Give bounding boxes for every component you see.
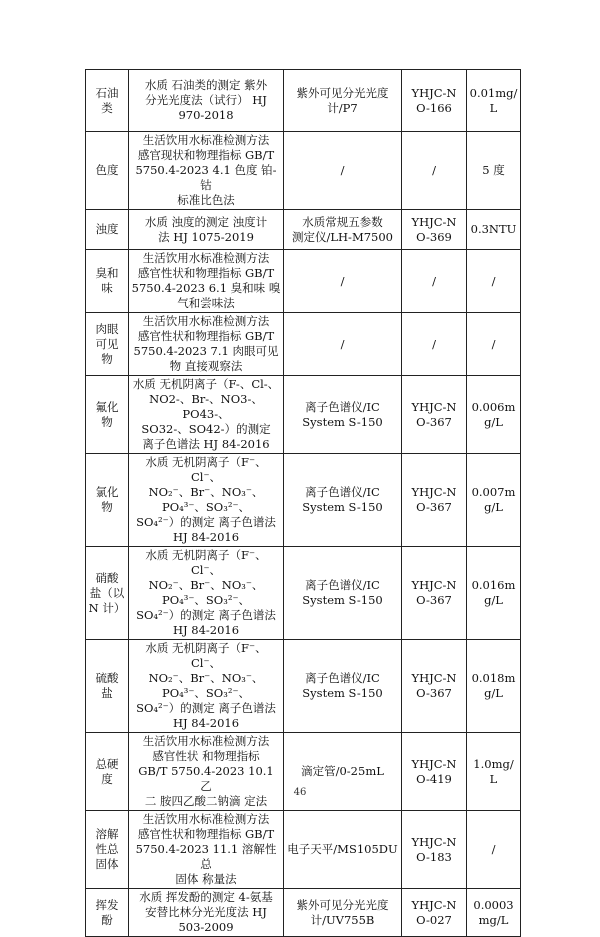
method-cell: 水质 无机阴离子（F-、Cl-、 NO2-、Br-、NO3-、PO43-、 SO32-、SO42-）的测定 离子色谱法 HJ 84-2016 [129, 376, 284, 454]
param-cell: 硫酸 盐 [86, 640, 129, 733]
instrument-cell: 离子色谱仪/IC System S-150 [284, 454, 402, 547]
detection-limit-cell: 1.0mg/ L [467, 733, 521, 811]
table-row [86, 547, 521, 640]
instrument-cell: 水质常规五参数 测定仪/LH-M7500 [284, 210, 402, 250]
instrument-cell: 紫外可见分光光度 计/UV755B [284, 889, 402, 937]
param-cell: 总硬 度 [86, 733, 129, 811]
param-cell: 石油 类 [86, 70, 129, 132]
instrument-cell: 电子天平/MS105DU [284, 811, 402, 889]
instrument-cell: 离子色谱仪/IC System S-150 [284, 640, 402, 733]
detection-limit-cell: / [467, 811, 521, 889]
table-row [86, 811, 521, 889]
table-row [86, 70, 521, 132]
param-cell: 挥发 酚 [86, 889, 129, 937]
table-row [86, 733, 521, 811]
table-row [86, 250, 521, 313]
instrument-cell: 滴定管/0-25mL [284, 733, 402, 811]
param-cell: 臭和 味 [86, 250, 129, 313]
detection-limit-cell: 0.3NTU [467, 210, 521, 250]
method-cell: 水质 无机阴离子（F⁻、Cl⁻、 NO₂⁻、Br⁻、NO₃⁻、PO₄³⁻、SO₃²⁻、 SO₄²⁻）的测定 离子色谱法 HJ 84-2016 [129, 547, 284, 640]
instrument-id-cell: YHJC-N O-166 [402, 70, 467, 132]
method-cell: 生活饮用水标准检测方法 感官性状和物理指标 GB/T 5750.4-2023 11.1 溶解性总 固体 称量法 [129, 811, 284, 889]
instrument-cell: / [284, 250, 402, 313]
detection-limit-cell: 5 度 [467, 132, 521, 210]
detection-limit-cell: / [467, 250, 521, 313]
instrument-cell: 离子色谱仪/IC System S-150 [284, 547, 402, 640]
instrument-id-cell: YHJC-N O-027 [402, 889, 467, 937]
instrument-id-cell: / [402, 250, 467, 313]
method-cell: 水质 石油类的测定 紫外 分光光度法（试行） HJ 970-2018 [129, 70, 284, 132]
table-row [86, 454, 521, 547]
detection-limit-cell: 0.007m g/L [467, 454, 521, 547]
instrument-cell: / [284, 132, 402, 210]
param-cell: 溶解 性总 固体 [86, 811, 129, 889]
method-cell: 生活饮用水标准检测方法 感官性状 和物理指标 GB/T 5750.4-2023 10.1 乙 二 胺四乙酸二钠滴 定法 [129, 733, 284, 811]
method-cell: 生活饮用水标准检测方法 感官性状和物理指标 GB/T 5750.4-2023 7.1 肉眼可见 物 直接观察法 [129, 313, 284, 376]
table-row [86, 376, 521, 454]
instrument-id-cell: YHJC-N O-419 [402, 733, 467, 811]
instrument-cell: / [284, 313, 402, 376]
table-row [86, 210, 521, 250]
instrument-cell: 紫外可见分光光度 计/P7 [284, 70, 402, 132]
method-cell: 水质 浊度的测定 浊度计 法 HJ 1075-2019 [129, 210, 284, 250]
method-table [85, 69, 521, 937]
instrument-cell: 离子色谱仪/IC System S-150 [284, 376, 402, 454]
detection-limit-cell: 0.01mg/ L [467, 70, 521, 132]
method-table-body [86, 70, 521, 937]
instrument-id-cell: YHJC-N O-367 [402, 454, 467, 547]
param-cell: 肉眼 可见 物 [86, 313, 129, 376]
table-row [86, 640, 521, 733]
instrument-id-cell: YHJC-N O-367 [402, 547, 467, 640]
method-cell: 生活饮用水标准检测方法 感官性状和物理指标 GB/T 5750.4-2023 6.1 臭和味 嗅 气和尝味法 [129, 250, 284, 313]
param-cell: 硝酸 盐（以 N 计） [86, 547, 129, 640]
detection-limit-cell: 0.016m g/L [467, 547, 521, 640]
instrument-id-cell: / [402, 313, 467, 376]
instrument-id-cell: / [402, 132, 467, 210]
table-row [86, 132, 521, 210]
param-cell: 色度 [86, 132, 129, 210]
instrument-id-cell: YHJC-N O-183 [402, 811, 467, 889]
param-cell: 氟化 物 [86, 376, 129, 454]
instrument-id-cell: YHJC-N O-367 [402, 376, 467, 454]
method-cell: 生活饮用水标准检测方法 感官现状和物理指标 GB/T 5750.4-2023 4.1 色度 铂-钴 标准比色法 [129, 132, 284, 210]
param-cell: 氯化 物 [86, 454, 129, 547]
detection-limit-cell: 0.018m g/L [467, 640, 521, 733]
page-number: 46 [293, 787, 307, 798]
table-row [86, 313, 521, 376]
detection-limit-cell: / [467, 313, 521, 376]
param-cell: 浊度 [86, 210, 129, 250]
instrument-id-cell: YHJC-N O-369 [402, 210, 467, 250]
table-row [86, 889, 521, 937]
instrument-id-cell: YHJC-N O-367 [402, 640, 467, 733]
method-cell: 水质 无机阴离子（F⁻、Cl⁻、 NO₂⁻、Br⁻、NO₃⁻、PO₄³⁻、SO₃²⁻、 SO₄²⁻）的测定 离子色谱法 HJ 84-2016 [129, 454, 284, 547]
method-cell: 水质 挥发酚的测定 4-氨基 安替比林分光光度法 HJ 503-2009 [129, 889, 284, 937]
method-cell: 水质 无机阴离子（F⁻、Cl⁻、 NO₂⁻、Br⁻、NO₃⁻、PO₄³⁻、SO₃²⁻、 SO₄²⁻）的测定 离子色谱法 HJ 84-2016 [129, 640, 284, 733]
detection-limit-cell: 0.0003 mg/L [467, 889, 521, 937]
detection-limit-cell: 0.006m g/L [467, 376, 521, 454]
